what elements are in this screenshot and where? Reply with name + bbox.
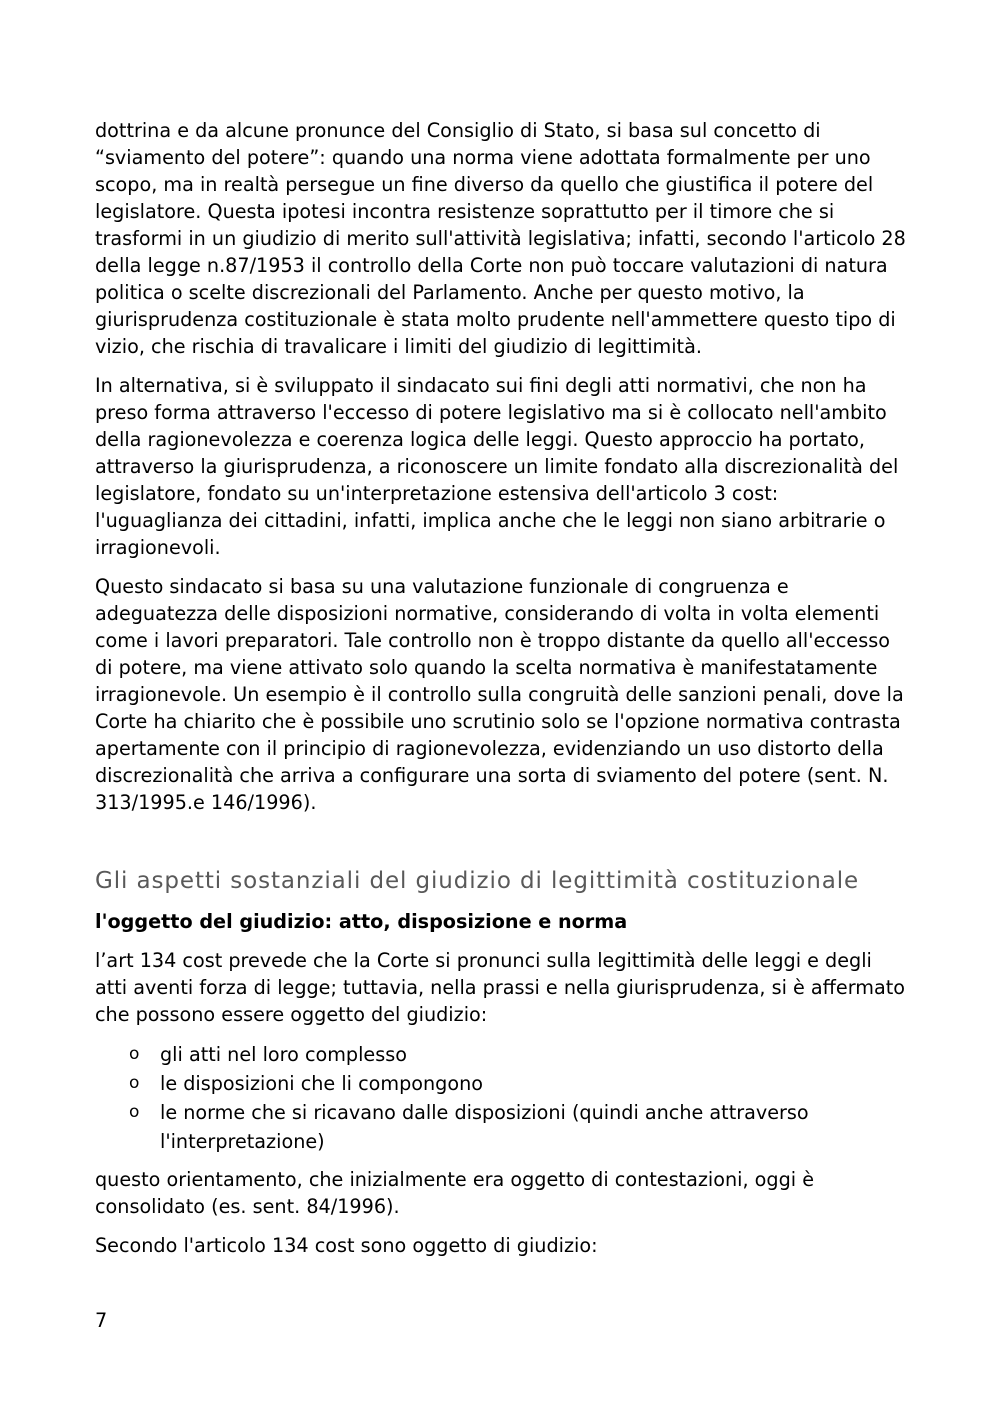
list-item — [95, 1069, 907, 1098]
bullet-marker: o — [129, 1102, 140, 1122]
list-item-text: le disposizioni che li compongono — [160, 1072, 483, 1095]
section-heading: Gli aspetti sostanziali del giudizio di legittimità costituzionale — [95, 868, 860, 894]
page-number: 7 — [95, 1309, 108, 1332]
object-list — [95, 1040, 907, 1156]
list-item — [95, 1098, 907, 1156]
list-item-text: gli atti nel loro complesso — [160, 1043, 407, 1066]
list-item — [95, 1040, 907, 1069]
list-item-text: le norme che si ricavano dalle disposizioni (quindi anche attraverso l'interpretazione) — [160, 1101, 809, 1153]
bullet-marker: o — [129, 1073, 140, 1093]
document-page — [95, 117, 907, 1271]
sub-heading: l'oggetto del giudizio: atto, disposizione e norma — [95, 910, 628, 933]
last-paragraph: Secondo l'articolo 134 cost sono oggetto di giudizio: — [95, 1234, 598, 1257]
intro-paragraph: l’art 134 cost prevede che la Corte si pronunci sulla legittimità delle leggi e degli atti aventi forza di legge; tuttavia, nella prassi e nella giurisprudenza, si è affermato che possono essere oggetto del giudizio: — [95, 949, 905, 1026]
paragraph-valutazione-funzionale: Questo sindacato si basa su una valutazione funzionale di congruenza e adeguatezza delle disposizioni normative, considerando di volta in volta elementi come i lavori preparatori. Tale controllo non è troppo distante da quello all'eccesso di potere, ma viene attivato solo quando la scelta normativa è manifestatamente irragionevole. Un esempio è il controllo sulla congruità delle sanzioni penali, dove la Corte ha chiarito che è possibile uno scrutinio solo se l'opzione normativa contrasta apertamente con il principio di ragionevolezza, evidenziando un uso distorto della discrezionalità che arriva a configurare una sorta di sviamento del potere (sent. N. 313/1995.e 146/1996). — [95, 575, 904, 814]
paragraph-sviamento: dottrina e da alcune pronunce del Consiglio di Stato, si basa sul concetto di “sviamento del potere”: quando una norma viene adottata formalmente per uno scopo, ma in realtà persegue un fine diverso da quello che giustifica il potere del legislatore. Questa ipotesi incontra resistenze soprattutto per il timore che si trasformi in un giudizio di merito sull'attività legislativa; infatti, secondo l'articolo 28 della legge n.87/1953 il controllo della Corte non può toccare valutazioni di natura politica o scelte discrezionali del Parlamento. Anche per questo motivo, la giurisprudenza costituzionale è stata molto prudente nell'ammettere questo tipo di vizio, che rischia di travalicare i limiti del giudizio di legittimità. — [95, 119, 906, 358]
bullet-marker: o — [129, 1044, 140, 1064]
paragraph-sindacato-fini: In alternativa, si è sviluppato il sindacato sui fini degli atti normativi, che non ha preso forma attraverso l'eccesso di potere legislativo ma si è collocato nell'ambito della ragionevolezza e coerenza logica delle leggi. Questo approccio ha portato, attraverso la giurisprudenza, a riconoscere un limite fondato alla discrezionalità del legislatore, fondato su un'interpretazione estensiva dell'articolo 3 cost: l'uguaglianza dei cittadini, infatti, implica anche che le leggi non siano arbitrarie o irragionevoli. — [95, 374, 899, 559]
paragraph-after-list: questo orientamento, che inizialmente era oggetto di contestazioni, oggi è consolidato (es. sent. 84/1996). — [95, 1168, 815, 1218]
